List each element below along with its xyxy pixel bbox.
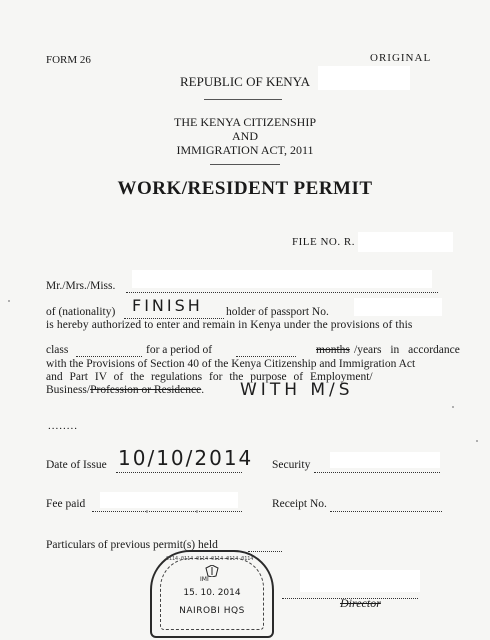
republic-heading: REPUBLIC OF KENYA <box>179 74 310 89</box>
business-line <box>46 384 204 396</box>
file-number-label: FILE NO. R. <box>292 236 355 248</box>
official-stamp <box>150 550 274 638</box>
redaction-passport <box>354 298 442 316</box>
date-value: 10/10/2014 <box>118 446 254 470</box>
act-line-2: AND <box>232 129 258 143</box>
previous-dots <box>248 551 282 552</box>
security-dots <box>314 472 440 473</box>
redaction-security <box>330 452 440 468</box>
previous-permit-label: Particulars of previous permit(s) held <box>46 539 218 551</box>
act-line-3: IMMIGRATION ACT, 2011 <box>176 143 314 157</box>
period-label: for a period of <box>146 344 213 356</box>
scan-speck <box>476 440 478 442</box>
stamp-ring-text: 0114-0114-0114-0114-0114-0114 <box>166 556 254 562</box>
divider <box>210 164 280 165</box>
date-dots <box>116 472 242 473</box>
form-number: FORM 26 <box>46 54 91 66</box>
fee-label: Fee paid <box>46 498 86 510</box>
months-word: months <box>316 344 350 356</box>
receipt-label: Receipt No. <box>272 498 327 510</box>
trailing-dots: ........ <box>48 420 78 432</box>
class-dots <box>76 356 142 357</box>
provisions-line: with the Provisions of Section 40 of the Kenya Citizenship and Immigration Act <box>46 358 416 370</box>
scan-speck <box>196 510 198 513</box>
original-label: ORIGINAL <box>370 52 432 64</box>
date-label: Date of Issue <box>46 459 107 471</box>
passport-label: holder of passport No. <box>226 306 329 318</box>
stamp-date: 15. 10. 2014 <box>183 588 241 598</box>
business-prefix: Business/ <box>46 384 91 396</box>
receipt-dots <box>330 511 442 512</box>
business-suffix: . <box>201 384 205 396</box>
redaction-file <box>358 232 453 252</box>
authorized-line: is hereby authorized to enter and remain in Kenya under the provisions of this <box>46 319 413 331</box>
redaction-fee <box>100 492 238 508</box>
redaction-name <box>132 270 432 288</box>
period-dots <box>236 356 296 357</box>
nationality-value: FINISH <box>132 296 203 315</box>
profession-struck: Profession or Residence <box>90 384 202 396</box>
name-label: Mr./Mrs./Miss. <box>46 280 116 292</box>
fee-dots <box>92 511 242 512</box>
stamp-top-text: IMI <box>200 576 209 583</box>
purpose-handwritten: WITH M/S <box>240 380 354 400</box>
security-label: Security <box>272 459 311 471</box>
scan-speck <box>452 406 454 408</box>
director-label: Director <box>340 596 381 610</box>
divider <box>204 99 282 100</box>
scan-speck <box>8 300 10 302</box>
coat-of-arms-icon <box>204 564 220 576</box>
name-dots <box>126 292 438 293</box>
scan-speck <box>146 510 148 513</box>
part-line: and Part IV of the regulations for the purpose of Employment/ <box>46 371 373 383</box>
nationality-label: of (nationality) <box>46 306 116 318</box>
redaction-signature <box>300 570 420 592</box>
act-line-1: THE KENYA CITIZENSHIP <box>174 115 316 129</box>
years-accordance: /years in accordance <box>354 344 460 356</box>
document-title: WORK/RESIDENT PERMIT <box>117 178 373 199</box>
stamp-office: NAIROBI HQS <box>179 606 245 616</box>
class-label: class <box>46 344 69 356</box>
